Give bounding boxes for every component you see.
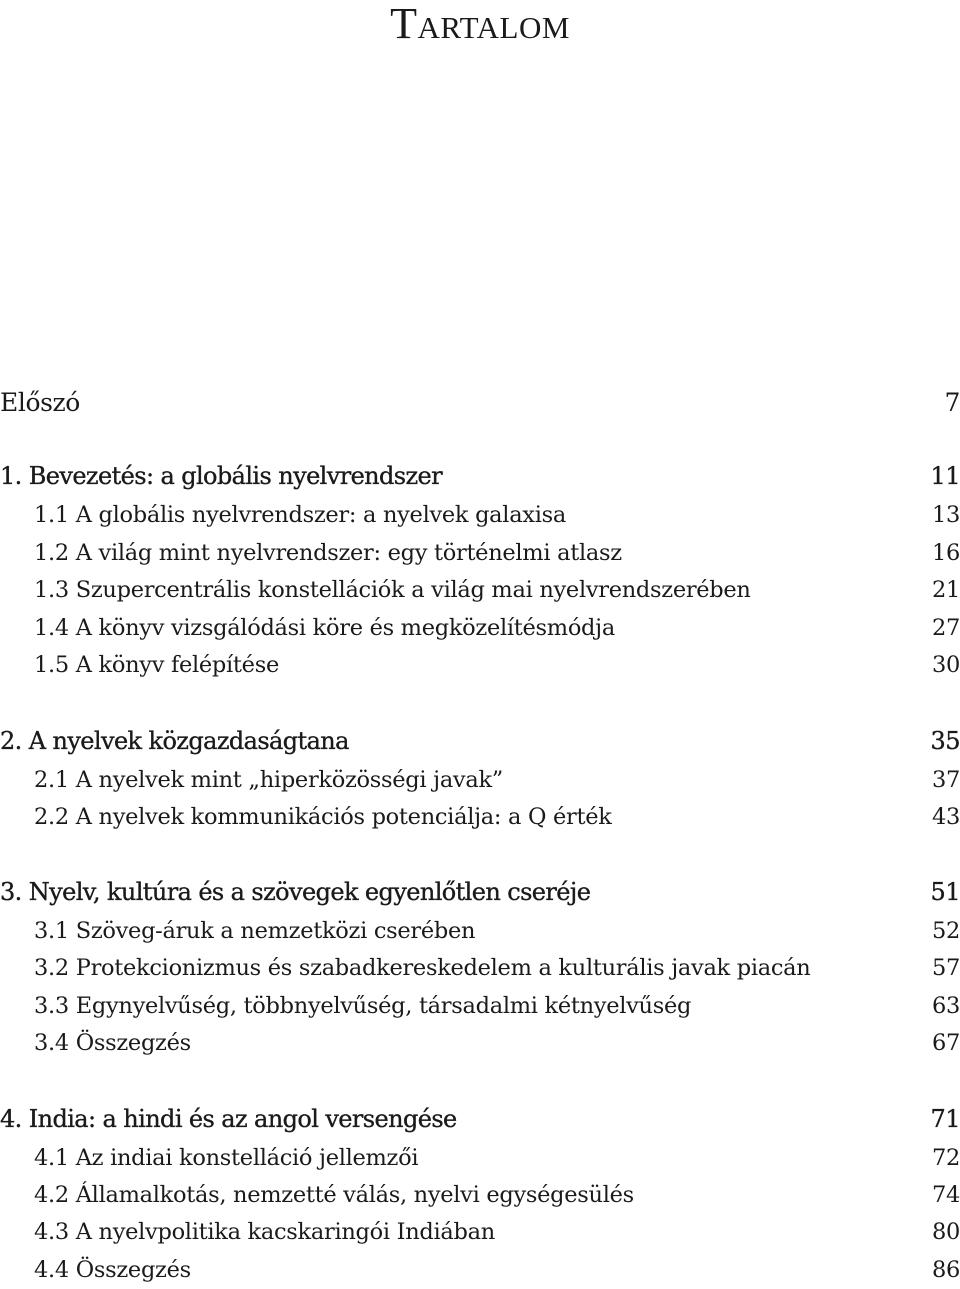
toc-entry-4-2[interactable] xyxy=(0,1182,960,1214)
toc-chapter-3[interactable] xyxy=(0,878,960,910)
toc-entry-2-1[interactable] xyxy=(0,767,960,799)
toc-chapter-label: 3. Nyelv, kultúra és a szövegek egyenlőtlen cseréje xyxy=(0,878,591,906)
toc-entry-label: 4.4 Összegzés xyxy=(34,1257,191,1283)
toc-entry-label: 1.3 Szupercentrális konstellációk a világ mai nyelvrendszerében xyxy=(34,577,751,603)
toc-chapter-1[interactable] xyxy=(0,462,960,494)
toc-entry-page: 80 xyxy=(931,1219,960,1245)
toc-entry-4-4[interactable] xyxy=(0,1257,960,1289)
toc-entry-label: 2.1 A nyelvek mint „hiperközösségi javak” xyxy=(34,767,503,793)
toc-entry-page: 67 xyxy=(931,1030,960,1056)
toc-entry-label: 1.5 A könyv felépítése xyxy=(34,652,279,678)
toc-chapter-page: 71 xyxy=(930,1105,960,1133)
toc-entry-page: 63 xyxy=(931,993,960,1019)
toc-entry-page: 21 xyxy=(931,577,960,603)
toc-entry-label: 4.1 Az indiai konstelláció jellemzői xyxy=(34,1145,419,1171)
toc-entry-label: 3.4 Összegzés xyxy=(34,1030,191,1056)
toc-entry-page: 86 xyxy=(931,1257,960,1283)
toc-entry-3-4[interactable] xyxy=(0,1030,960,1062)
toc-entry-1-1[interactable] xyxy=(0,502,960,534)
toc-entry-page: 27 xyxy=(931,615,960,641)
toc-entry-2-2[interactable] xyxy=(0,804,960,836)
toc-entry-label: 3.3 Egynyelvűség, többnyelvűség, társadalmi kétnyelvűség xyxy=(34,993,692,1019)
toc-entry-page: 16 xyxy=(931,540,960,566)
toc-entry-4-3[interactable] xyxy=(0,1219,960,1251)
toc-entry-foreword[interactable] xyxy=(0,388,960,420)
toc-entry-3-2[interactable] xyxy=(0,955,960,987)
toc-entry-page: 13 xyxy=(931,502,960,528)
toc-entry-label: 3.2 Protekcionizmus és szabadkereskedelem a kulturális javak piacán xyxy=(34,955,811,981)
toc-entry-label: 4.2 Államalkotás, nemzetté válás, nyelvi egységesülés xyxy=(34,1182,634,1208)
toc-entry-label: 2.2 A nyelvek kommunikációs potenciálja: a Q érték xyxy=(34,804,612,830)
toc-chapter-page: 51 xyxy=(930,878,960,906)
toc-entry-1-2[interactable] xyxy=(0,540,960,572)
toc-entry-label: 1.4 A könyv vizsgálódási köre és megközelítésmódja xyxy=(34,615,615,641)
toc-chapter-label: 4. India: a hindi és az angol versengése xyxy=(0,1105,457,1133)
toc-chapter-2[interactable] xyxy=(0,727,960,759)
toc-entry-page: 52 xyxy=(931,918,960,944)
toc-entry-1-4[interactable] xyxy=(0,615,960,647)
toc-entry-page: 43 xyxy=(931,804,960,830)
toc-entry-page: 7 xyxy=(944,388,960,417)
toc-chapter-page: 11 xyxy=(930,462,960,490)
toc-chapter-page: 35 xyxy=(930,727,960,755)
toc-entry-label: 3.1 Szöveg-áruk a nemzetközi cserében xyxy=(34,918,476,944)
toc-entry-page: 30 xyxy=(931,652,960,678)
toc-entry-3-3[interactable] xyxy=(0,993,960,1025)
toc-chapter-label: 2. A nyelvek közgazdaságtana xyxy=(0,727,349,755)
toc-entry-page: 72 xyxy=(931,1145,960,1171)
toc-entry-label: 1.2 A világ mint nyelvrendszer: egy történelmi atlasz xyxy=(34,540,622,566)
toc-entry-label: Előszó xyxy=(0,388,80,417)
toc-entry-4-1[interactable] xyxy=(0,1145,960,1177)
toc-entry-1-3[interactable] xyxy=(0,577,960,609)
toc-entry-label: 1.1 A globális nyelvrendszer: a nyelvek galaxisa xyxy=(34,502,566,528)
page-title: Tartalom xyxy=(390,0,570,48)
toc-entry-label: 4.3 A nyelvpolitika kacskaringói Indiában xyxy=(34,1219,495,1245)
toc-entry-3-1[interactable] xyxy=(0,918,960,950)
toc-chapter-label: 1. Bevezetés: a globális nyelvrendszer xyxy=(0,462,443,490)
toc-chapter-4[interactable] xyxy=(0,1105,960,1137)
toc-entry-1-5[interactable] xyxy=(0,652,960,684)
toc-entry-page: 37 xyxy=(931,767,960,793)
toc-entry-page: 74 xyxy=(931,1182,960,1208)
toc-entry-page: 57 xyxy=(931,955,960,981)
